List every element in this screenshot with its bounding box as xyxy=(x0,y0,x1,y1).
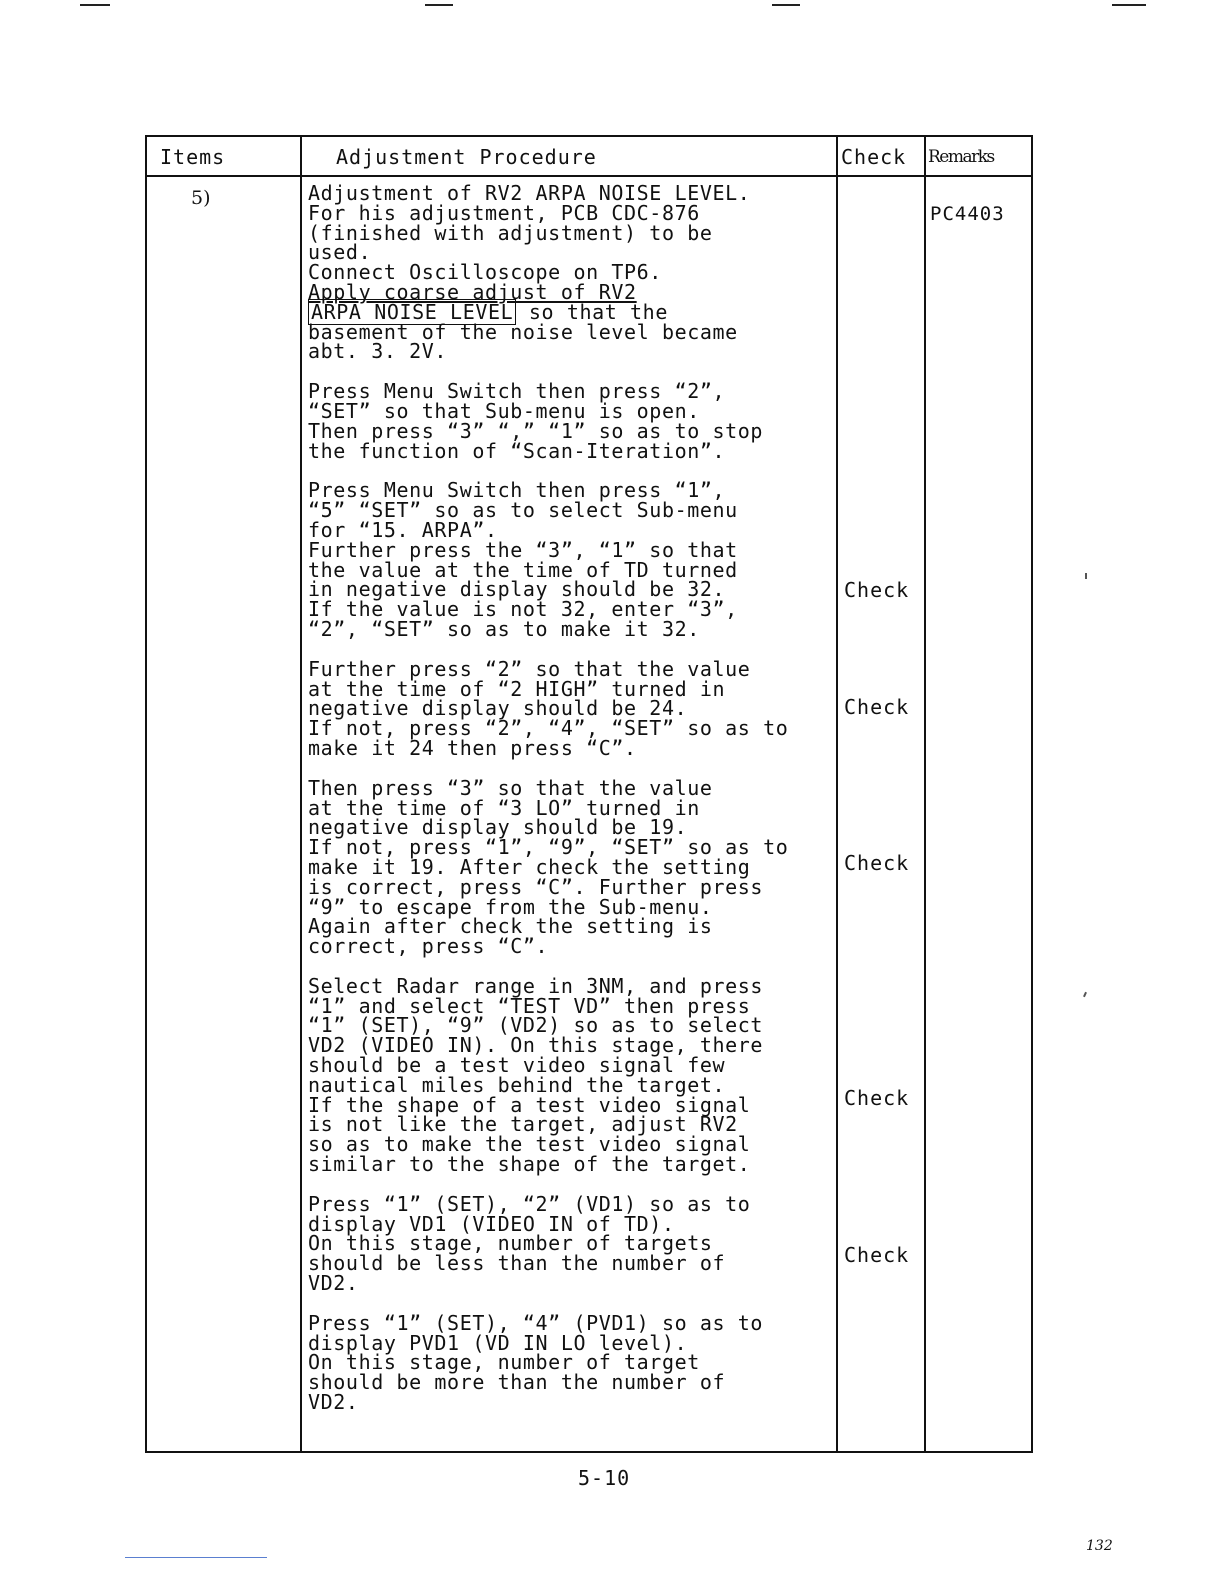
procedure-line: so as to make the test video signal xyxy=(308,1132,751,1157)
procedure-line: negative display should be 24. xyxy=(308,696,688,721)
check-mark-label: Check xyxy=(844,1243,910,1267)
procedure-line: If the value is not 32, enter “3”, xyxy=(308,597,738,622)
header-remarks: Remarks xyxy=(928,147,994,167)
procedure-line: Select Radar range in 3NM, and press xyxy=(308,973,764,998)
procedure-line: Press Menu Switch then press “1”, xyxy=(308,478,726,503)
column-divider xyxy=(924,137,926,1451)
procedure-paragraph xyxy=(308,1310,848,1415)
procedure-line: For his adjustment, PCB CDC-876 xyxy=(308,200,700,225)
procedure-line: If not, press “1”, “9”, “SET” so as to xyxy=(308,835,789,860)
procedure-line: “5” “SET” so as to select Sub-menu xyxy=(308,498,738,523)
procedure-line: for “15. ARPA”. xyxy=(308,517,498,542)
procedure-paragraph xyxy=(308,478,848,641)
procedure-line: correct, press “C”. xyxy=(308,934,549,959)
check-mark-label: Check xyxy=(844,578,910,602)
scan-edge-mark xyxy=(425,4,453,6)
procedure-line: Press “1” (SET), “4” (PVD1) so as to xyxy=(308,1310,764,1335)
procedure-line: Adjustment of RV2 ARPA NOISE LEVEL. xyxy=(308,181,751,205)
procedure-text xyxy=(308,181,848,1433)
procedure-line: VD2 (VIDEO IN). On this stage, there xyxy=(308,1033,764,1058)
procedure-line: make it 24 then press “C”. xyxy=(308,735,637,760)
procedure-paragraph xyxy=(308,181,848,364)
page-number: 5-10 xyxy=(578,1466,631,1490)
item-number: 5) xyxy=(191,187,211,209)
procedure-line: display VD1 (VIDEO IN of TD). xyxy=(308,1211,675,1236)
boxed-keyword: ARPA NOISE LEVEL xyxy=(308,299,516,325)
header-adjustment-procedure: Adjustment Procedure xyxy=(336,145,597,169)
procedure-line: should be more than the number of xyxy=(308,1370,726,1395)
procedure-line: negative display should be 19. xyxy=(308,815,688,840)
procedure-line: at the time of “2 HIGH” turned in xyxy=(308,676,726,701)
scan-speck xyxy=(1085,573,1087,579)
procedure-line: “9” to escape from the Sub-menu. xyxy=(308,894,713,919)
procedure-line: the function of “Scan-Iteration”. xyxy=(308,438,726,463)
procedure-line: in negative display should be 32. xyxy=(308,577,726,602)
procedure-line: VD2. xyxy=(308,1271,359,1296)
procedure-line: Again after check the setting is xyxy=(308,914,713,939)
procedure-paragraph xyxy=(308,1191,848,1296)
procedure-line: ARPA NOISE LEVEL so that the xyxy=(308,303,848,323)
scan-edge-mark xyxy=(80,4,110,6)
procedure-line: Press Menu Switch then press “2”, xyxy=(308,379,726,404)
procedure-line: should be a test video signal few xyxy=(308,1053,726,1078)
procedure-line: If not, press “2”, “4”, “SET” so as to xyxy=(308,716,789,741)
column-divider xyxy=(300,137,302,1451)
adjustment-table xyxy=(145,135,1033,1453)
procedure-line: Then press “3” “,” “1” so as to stop xyxy=(308,418,764,443)
procedure-line-underlined: Apply coarse adjust of RV2 xyxy=(308,279,637,304)
procedure-line: “1” and select “TEST VD” then press xyxy=(308,993,751,1018)
procedure-line: On this stage, number of targets xyxy=(308,1231,713,1256)
scan-edge-mark xyxy=(772,4,800,6)
procedure-line: Further press “2” so that the value xyxy=(308,656,751,681)
procedure-paragraph xyxy=(308,775,848,959)
check-mark-label: Check xyxy=(844,851,910,875)
procedure-line: Press “1” (SET), “2” (VD1) so as to xyxy=(308,1191,751,1216)
procedure-line: similar to the shape of the target. xyxy=(308,1152,751,1177)
procedure-line: Connect Oscilloscope on TP6. xyxy=(308,260,662,285)
procedure-paragraph xyxy=(308,656,848,760)
procedure-paragraph xyxy=(308,973,848,1177)
procedure-paragraph xyxy=(308,379,848,463)
header-check: Check xyxy=(841,145,907,169)
header-items: Items xyxy=(160,145,226,169)
procedure-line: nautical miles behind the target. xyxy=(308,1072,726,1097)
check-mark-label: Check xyxy=(844,695,910,719)
procedure-line: abt. 3. 2V. xyxy=(308,339,448,364)
procedure-line: Further press the “3”, “1” so that xyxy=(308,537,738,562)
procedure-line: is not like the target, adjust RV2 xyxy=(308,1112,738,1137)
scan-edge-mark xyxy=(1112,4,1146,6)
procedure-line: “2”, “SET” so as to make it 32. xyxy=(308,616,700,641)
scan-speck xyxy=(1083,992,1087,997)
procedure-line: should be less than the number of xyxy=(308,1251,726,1276)
handwritten-note: 132 xyxy=(1086,1538,1113,1554)
procedure-line: VD2. xyxy=(308,1390,359,1415)
procedure-line: make it 19. After check the setting xyxy=(308,854,751,879)
procedure-line: (finished with adjustment) to be xyxy=(308,220,713,245)
check-mark-label: Check xyxy=(844,1086,910,1110)
remark-pcb-code: PC4403 xyxy=(930,203,1005,225)
procedure-line: basement of the noise level became xyxy=(308,319,738,344)
procedure-line: the value at the time of TD turned xyxy=(308,557,738,582)
procedure-line: On this stage, number of target xyxy=(308,1350,700,1375)
procedure-line: “1” (SET), “9” (VD2) so as to select xyxy=(308,1013,764,1038)
header-divider xyxy=(147,175,1031,177)
procedure-line: used. xyxy=(308,240,372,265)
procedure-line: “SET” so that Sub-menu is open. xyxy=(308,398,700,423)
procedure-line: If the shape of a test video signal xyxy=(308,1092,751,1117)
procedure-line: display PVD1 (VD IN LO level). xyxy=(308,1330,688,1355)
procedure-line: at the time of “3 LO” turned in xyxy=(308,795,700,820)
procedure-line: is correct, press “C”. Further press xyxy=(308,874,764,899)
scan-underline-mark xyxy=(125,1557,267,1558)
procedure-line: Then press “3” so that the value xyxy=(308,775,713,800)
